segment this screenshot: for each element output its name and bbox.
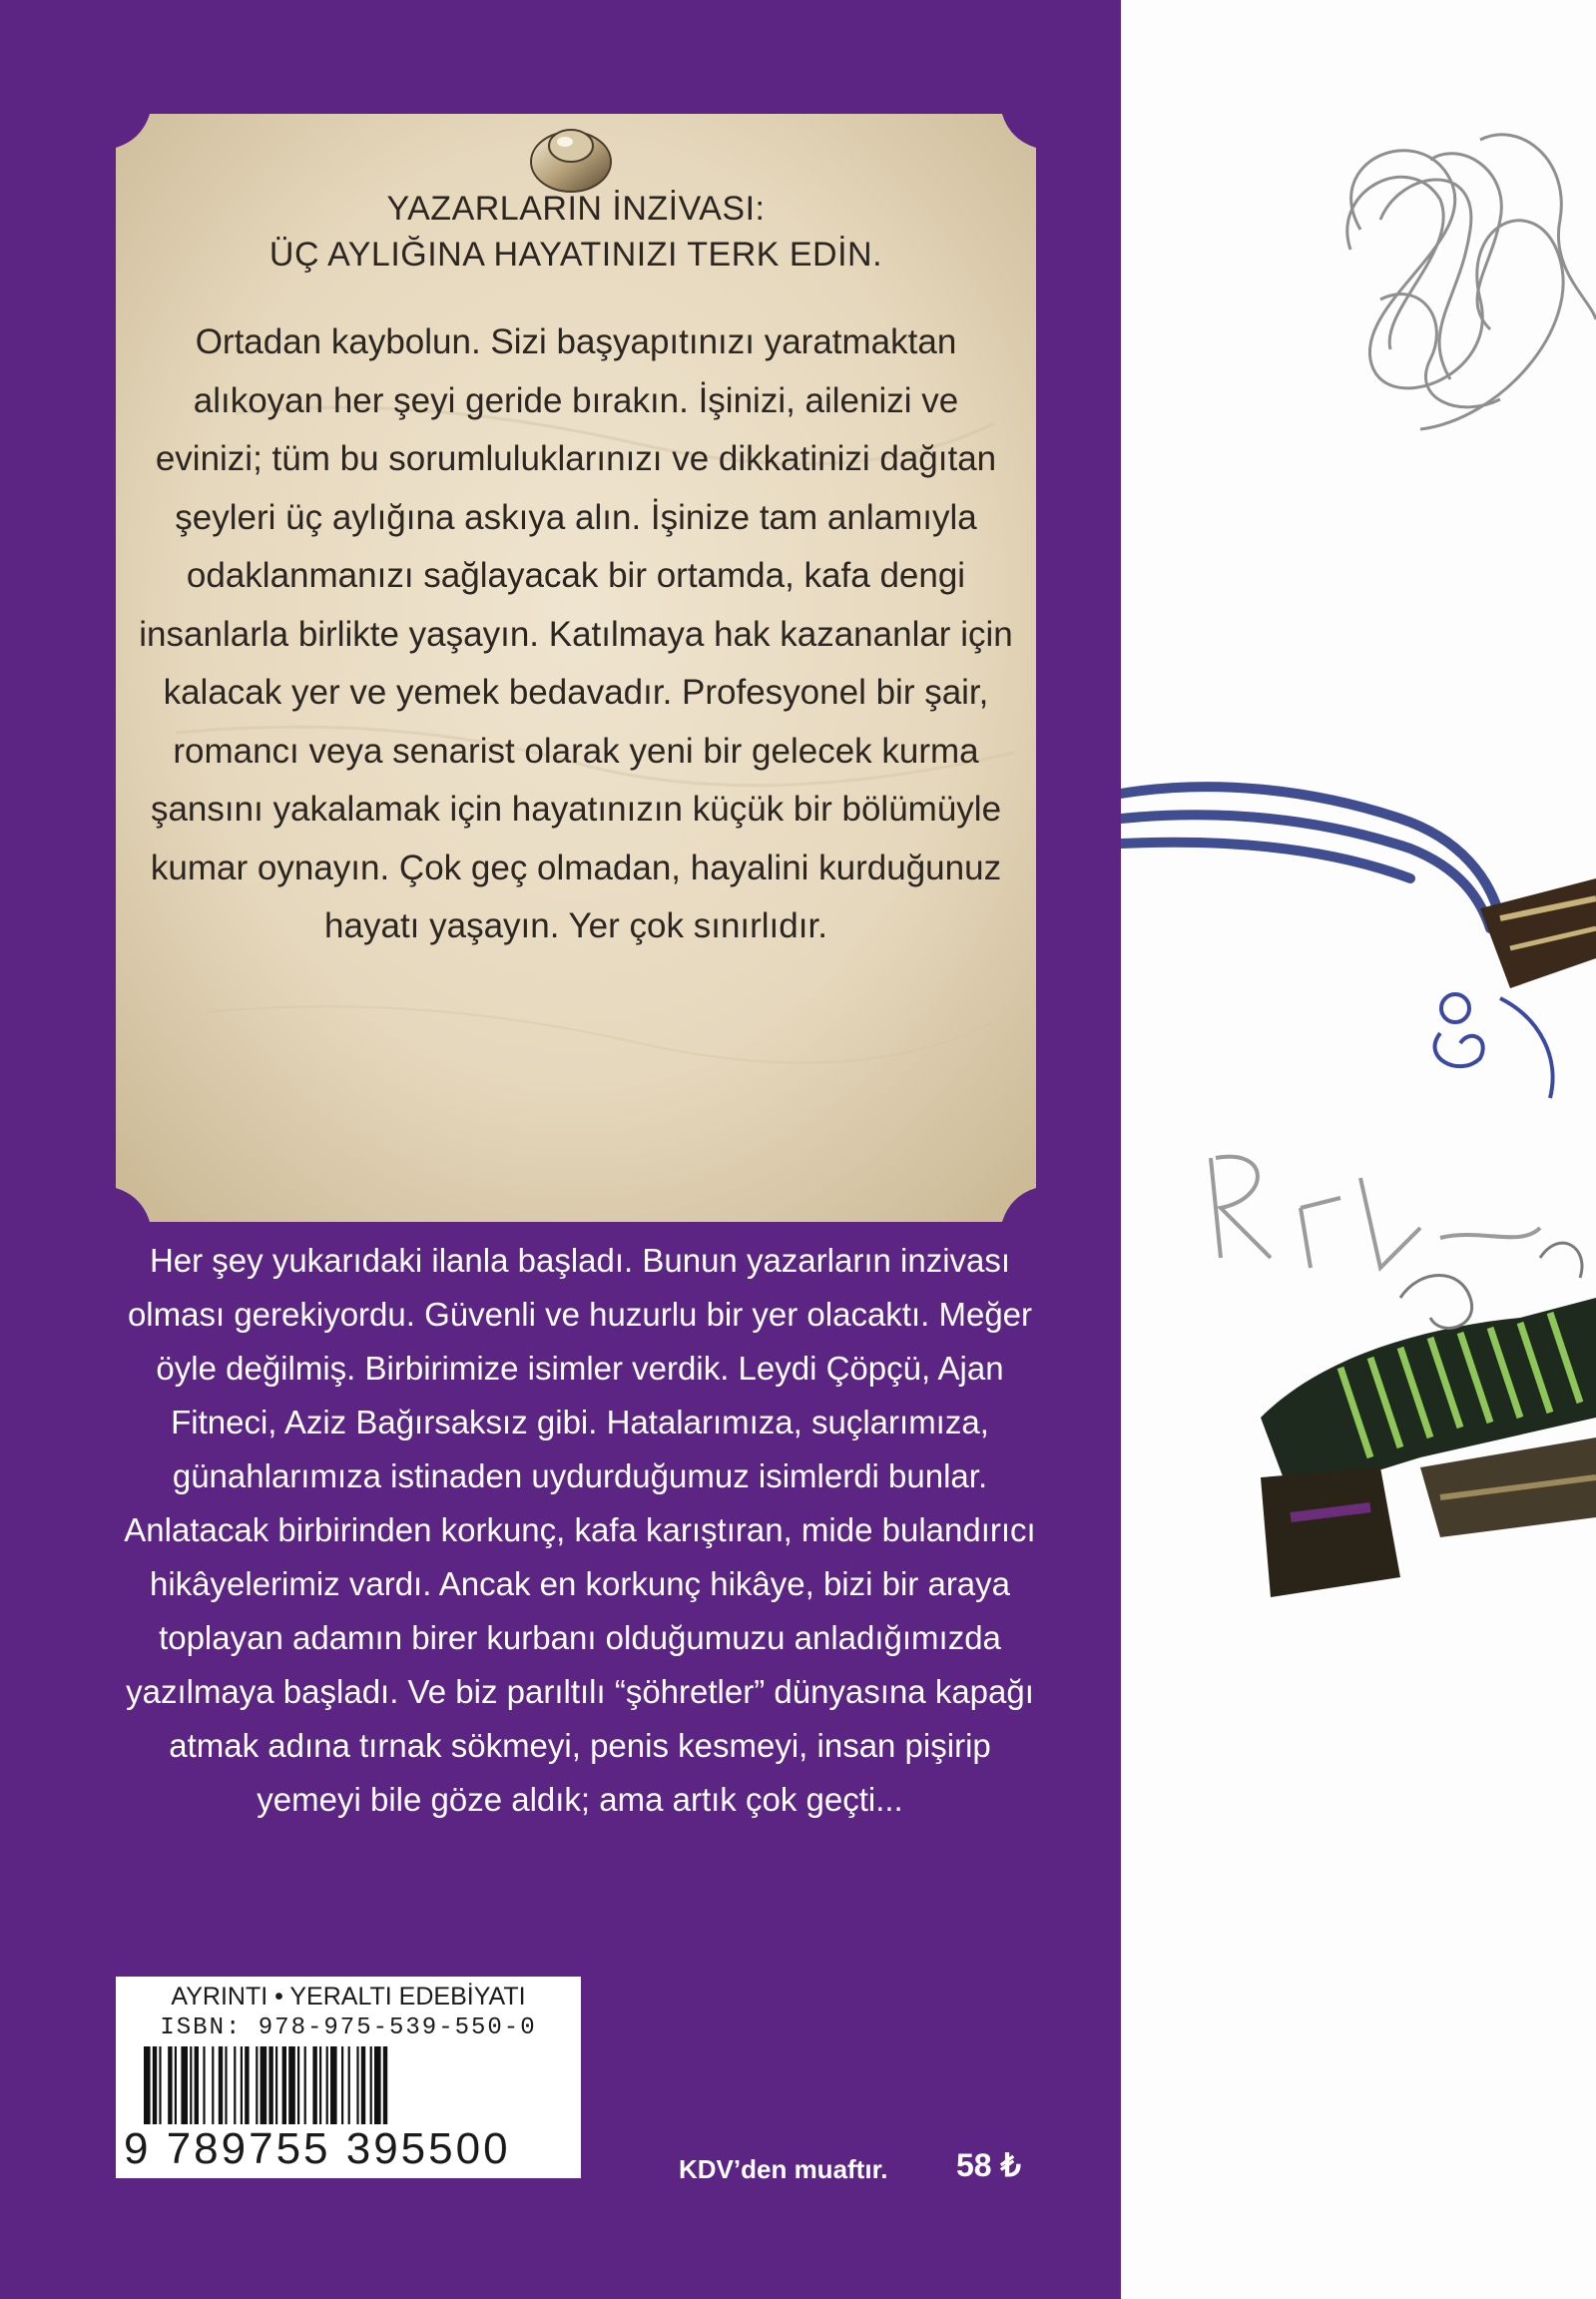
crayon-artwork-panel: [1121, 0, 1596, 2299]
blurb-text: Her şey yukarıdaki ilanla başladı. Bunun yazarların inzivası olması gerekiyordu. Güvenli ve huzurlu bir yer olacaktı. Meğer öyle değilmiş. Birbirimize isimler verdik. Leydi Çöpçü, Ajan Fitneci, Aziz Bağırsaksız gibi. Hatalarımıza, suçlarımıza, günahlarımıza istinaden uydurduğumuz isimlerdi bunlar. Anlatacak birbirinden korkunç, kafa karıştıran, mide bulandırıcı hikâyelerimiz vardı. Ancak en korkunç hikâye, bizi bir araya toplayan adamın birer kurbanı olduğumuzu anladığımızda yazılmaya başladı. Ve biz parıltılı “şöhretler” dünyasına kapağı atmak adına tırnak sökmeyi, penis kesmeyi, insan pişirip yemeyi bile göze aldık; ama artık çok geçti...: [124, 1242, 1036, 1818]
notice-title: [136, 186, 1016, 278]
notice-title-line-1: YAZARLARIN İNZİVASI:: [386, 190, 766, 228]
barcode-digits: 9 789755 395500: [124, 2124, 511, 2173]
publisher-label: AYRINTI • YERALTI EDEBİYATI: [171, 1983, 526, 2011]
thumbtack-icon: [523, 114, 619, 196]
notice-text: [136, 186, 1016, 956]
barcode-box: [116, 1977, 581, 2178]
tax-exempt-note: KDV’den muaftır.: [679, 2154, 888, 2184]
isbn-label: ISBN: 978-975-539-550-0: [160, 2014, 537, 2041]
notice-body: Ortadan kaybolun. Sizi başyapıtınızı yaratmaktan alıkoyan her şeyi geride bırakın. İşinizi, ailenizi ve evinizi; tüm bu sorumluluklarınızı ve dikkatinizi dağıtan şeyleri üç aylığına askıya alın. İşinize tam anlamıyla odaklanmanızı sağlayacak bir ortamda, kafa dengi insanlarla birlikte yaşayın. Katılmaya hak kazananlar için kalacak yer ve yemek bedavadır. Profesyonel bir şair, romancı veya senarist olarak yeni bir gelecek kurma şansını yakalamak için hayatınızın küçük bir bölümüyle kumar oynayın. Çok geç olmadan, hayalini kurduğunuz hayatı yaşayın. Yer çok sınırlıdır.: [139, 322, 1013, 945]
paper-notice: [116, 114, 1036, 1222]
price-label: 58 ₺: [956, 2147, 1021, 2183]
crayon-scribbles-illustration: [1121, 0, 1596, 2299]
notice-title-line-2: ÜÇ AYLIĞINA HAYATINIZI TERK EDİN.: [268, 236, 883, 274]
